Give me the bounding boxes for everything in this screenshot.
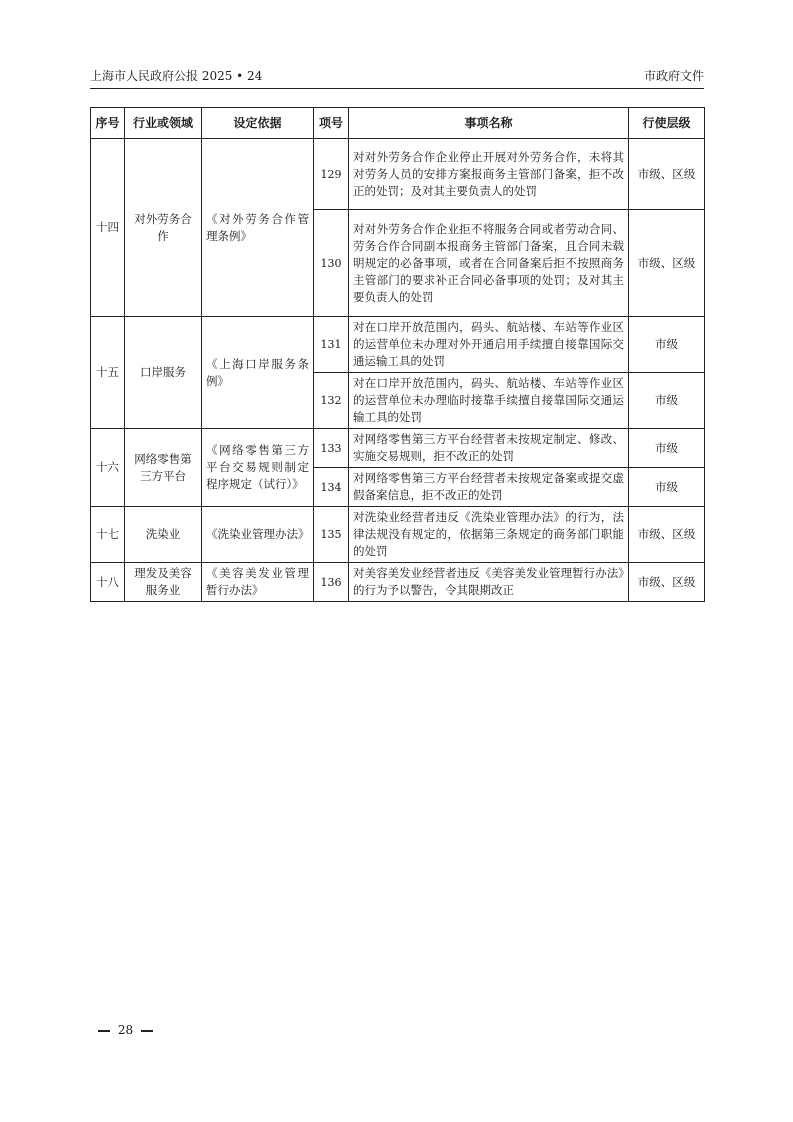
- col-header-field: 行业或领域: [125, 108, 202, 139]
- item-name: 对在口岸开放范围内，码头、航站楼、车站等作业区的运营单位未办理对外开通启用手续擅自接靠国际交通运输工具的处罚: [349, 317, 629, 373]
- table-row: [91, 139, 705, 210]
- group-seq: 十七: [91, 507, 125, 563]
- item-level: 市级: [629, 429, 705, 468]
- item-no: 133: [314, 429, 349, 468]
- group-field: 网络零售第三方平台: [125, 429, 202, 507]
- col-header-seq: 序号: [91, 108, 125, 139]
- group-field: 理发及美容服务业: [125, 563, 202, 602]
- item-level: 市级: [629, 317, 705, 373]
- item-level: 市级、区级: [629, 507, 705, 563]
- penalty-items-table: [90, 107, 705, 602]
- table-row: [91, 563, 705, 602]
- col-header-item-name: 事项名称: [349, 108, 629, 139]
- item-level: 市级: [629, 468, 705, 507]
- group-seq: 十四: [91, 139, 125, 317]
- gazette-title: 上海市人民政府公报 2025 • 24: [90, 69, 263, 83]
- group-basis: 《洗染业管理办法》: [202, 507, 314, 563]
- item-no: 134: [314, 468, 349, 507]
- footer-dash-left: [98, 1030, 110, 1032]
- item-name: 对网络零售第三方平台经营者未按规定备案或提交虚假备案信息，拒不改正的处罚: [349, 468, 629, 507]
- group-basis: 《网络零售第三方平台交易规则制定程序规定（试行）》: [202, 429, 314, 507]
- section-title: 市政府文件: [643, 69, 704, 83]
- item-name: 对在口岸开放范围内，码头、航站楼、车站等作业区的运营单位未办理临时接靠手续擅自接靠国际交通运输工具的处罚: [349, 373, 629, 429]
- group-field: 口岸服务: [125, 317, 202, 429]
- group-basis: 《上海口岸服务条例》: [202, 317, 314, 429]
- item-no: 132: [314, 373, 349, 429]
- item-no: 135: [314, 507, 349, 563]
- table-header-row: [91, 108, 705, 139]
- item-no: 136: [314, 563, 349, 602]
- table-row: [91, 317, 705, 373]
- item-level: 市级、区级: [629, 563, 705, 602]
- item-name: 对网络零售第三方平台经营者未按规定制定、修改、实施交易规则，拒不改正的处罚: [349, 429, 629, 468]
- group-basis: 《对外劳务合作管理条例》: [202, 139, 314, 317]
- item-no: 130: [314, 210, 349, 317]
- page-number: 28: [117, 1023, 134, 1037]
- col-header-item-no: 项号: [314, 108, 349, 139]
- group-basis: 《美容美发业管理暂行办法》: [202, 563, 314, 602]
- table-row: [91, 507, 705, 563]
- col-header-level: 行使层级: [629, 108, 705, 139]
- group-seq: 十五: [91, 317, 125, 429]
- item-level: 市级、区级: [629, 210, 705, 317]
- item-level: 市级: [629, 373, 705, 429]
- table-row: [91, 429, 705, 468]
- page-footer: [94, 1022, 157, 1038]
- item-name: 对对外劳务合作企业停止开展对外劳务合作，未将其对劳务人员的安排方案报商务主管部门备案，拒不改正的处罚；及对其主要负责人的处罚: [349, 139, 629, 210]
- group-field: 对外劳务合作: [125, 139, 202, 317]
- col-header-basis: 设定依据: [202, 108, 314, 139]
- item-name: 对洗染业经营者违反《洗染业管理办法》的行为，法律法规没有规定的，依据第三条规定的商务部门职能的处罚: [349, 507, 629, 563]
- item-no: 131: [314, 317, 349, 373]
- footer-dash-right: [141, 1030, 153, 1032]
- item-name: 对美容美发业经营者违反《美容美发业管理暂行办法》的行为予以警告，令其限期改正: [349, 563, 629, 602]
- item-no: 129: [314, 139, 349, 210]
- item-name: 对对外劳务合作企业拒不将服务合同或者劳动合同、劳务合作合同副本报商务主管部门备案，且合同未载明规定的必备事项，或者在合同备案后拒不按照商务主管部门的要求补正合同必备事项的处罚；及对其主要负责人的处罚: [349, 210, 629, 317]
- group-seq: 十八: [91, 563, 125, 602]
- page-header: [90, 66, 704, 89]
- item-level: 市级、区级: [629, 139, 705, 210]
- group-seq: 十六: [91, 429, 125, 507]
- group-field: 洗染业: [125, 507, 202, 563]
